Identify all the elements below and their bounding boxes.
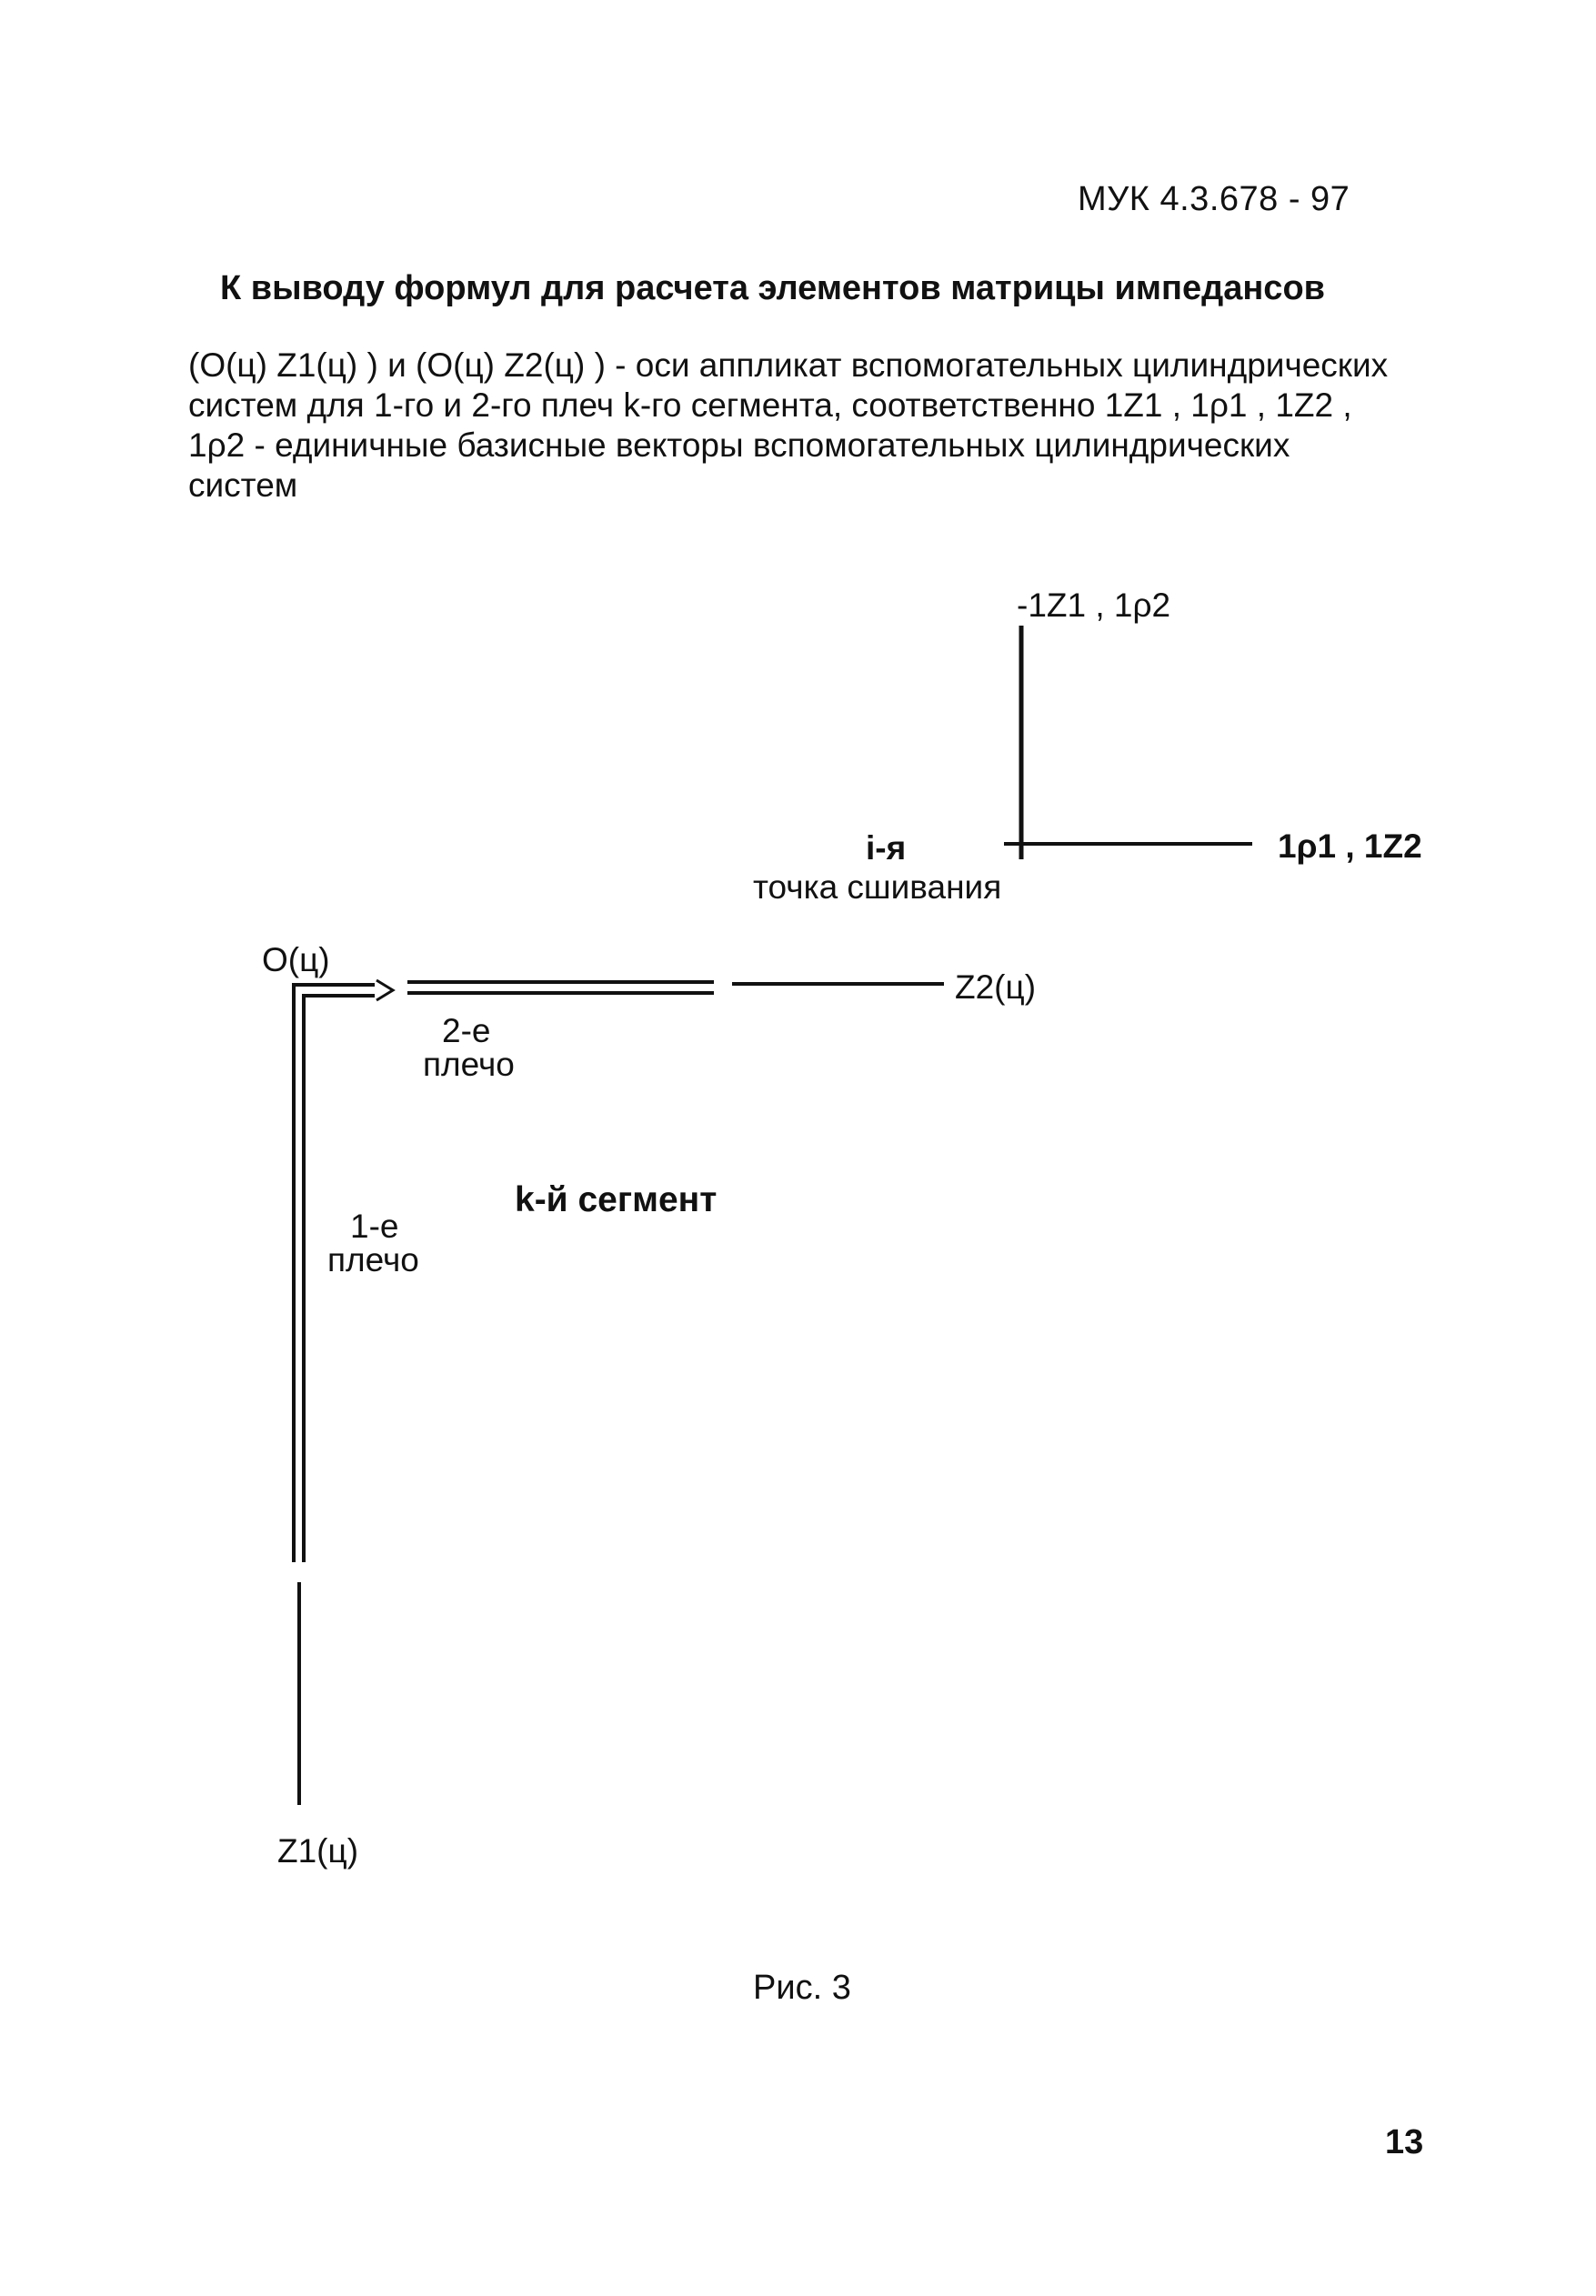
- point-label-line1: i-я: [866, 829, 907, 867]
- section-title: К выводу формул для расчета элементов матрицы импедансов: [220, 269, 1326, 307]
- arrow-head-icon: [376, 980, 393, 1000]
- intro-line-3: 1ρ2 - единичные базисные векторы вспомогательных цилиндрических: [188, 426, 1290, 464]
- segment-label: k-й сегмент: [515, 1180, 718, 1219]
- intro-line-4: систем: [188, 466, 298, 504]
- arm2-label-line2: плечо: [423, 1046, 515, 1083]
- figure-caption: Рис. 3: [753, 1969, 851, 2007]
- intro-line-2: систем для 1-го и 2-го плеч k-го сегмента, соответственно 1Z1 , 1ρ1 , 1Z2 ,: [188, 386, 1352, 424]
- arm2-label-line1: 2-е: [442, 1012, 491, 1049]
- page-number: 13: [1385, 2123, 1424, 2161]
- point-label-line2: точка сшивания: [753, 868, 1002, 906]
- z1-axis-label: Z1(ц): [277, 1832, 359, 1870]
- z2-axis-label: Z2(ц): [955, 968, 1037, 1006]
- arm1-label-line1: 1-е: [350, 1208, 399, 1245]
- intro-line-1: (O(ц) Z1(ц) ) и (O(ц) Z2(ц) ) - оси аппликат вспомогательных цилиндрических: [188, 346, 1389, 384]
- top-axis-label: -1Z1 , 1ρ2: [1017, 587, 1171, 624]
- origin-label: O(ц): [262, 941, 330, 978]
- document-code: МУК 4.3.678 - 97: [1078, 180, 1350, 218]
- right-axis-label: 1ρ1 , 1Z2: [1278, 827, 1422, 865]
- arm1-label-line2: плечо: [327, 1241, 419, 1278]
